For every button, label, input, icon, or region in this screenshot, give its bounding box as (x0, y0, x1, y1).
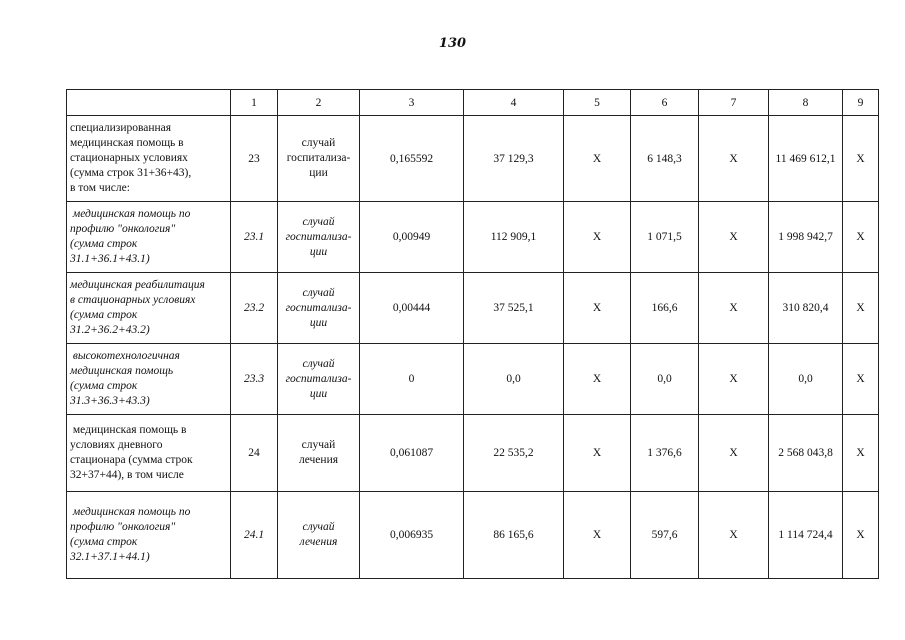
row-label-line: (сумма строк (70, 536, 138, 548)
value-cell-c7: Х (699, 273, 769, 344)
row-label-line: (сумма строк (70, 238, 138, 250)
unit-cell (278, 202, 360, 273)
row-number-cell: 23.3 (231, 344, 278, 415)
row-number-cell: 24.1 (231, 492, 278, 579)
value-cell-c5: Х (564, 116, 631, 202)
value-cell-c3: 0,00444 (360, 273, 464, 344)
row-label-line: 32+37+44), в том числе (70, 469, 184, 481)
value-cell-c9: Х (843, 202, 879, 273)
unit-line: ции (309, 387, 328, 400)
value-cell-c8: 1 114 724,4 (769, 492, 843, 579)
value-cell-c7: Х (699, 344, 769, 415)
row-label (67, 273, 231, 344)
value-cell-c7: Х (699, 415, 769, 492)
value-cell-c6: 166,6 (631, 273, 699, 344)
unit-line: случай (302, 286, 335, 299)
value-cell-c7: Х (699, 202, 769, 273)
row-label-line: медицинская помощь по (70, 208, 191, 220)
header-cell: 6 (631, 90, 699, 116)
value-cell-c4: 37 525,1 (464, 273, 564, 344)
unit-line: случай (302, 215, 335, 228)
row-label (67, 202, 231, 273)
table-row (67, 202, 879, 273)
unit-line: случай (302, 521, 335, 533)
row-label-line: медицинская помощь в (70, 137, 184, 149)
row-label-line: условиях дневного (70, 439, 163, 451)
value-cell-c6: 1 071,5 (631, 202, 699, 273)
unit-line: ции (309, 316, 328, 329)
value-cell-c8: 11 469 612,1 (769, 116, 843, 202)
value-cell-c8: 1 998 942,7 (769, 202, 843, 273)
unit-line: лечения (298, 454, 339, 466)
unit-line: лечения (299, 536, 338, 548)
unit-line: госпитализа- (286, 152, 351, 164)
value-cell-c8: 0,0 (769, 344, 843, 415)
row-label-line: 31.1+36.1+43.1) (70, 253, 150, 265)
value-cell-c6: 597,6 (631, 492, 699, 579)
value-cell-c3: 0,00949 (360, 202, 464, 273)
row-label (67, 492, 231, 579)
value-cell-c5: Х (564, 273, 631, 344)
value-cell-c9: Х (843, 492, 879, 579)
unit-line: ции (309, 167, 328, 179)
value-cell-c4: 37 129,3 (464, 116, 564, 202)
value-cell-c8: 2 568 043,8 (769, 415, 843, 492)
value-cell-c5: Х (564, 202, 631, 273)
page-number: 130 (438, 36, 467, 51)
row-label-line: в том числе: (70, 182, 130, 194)
table-row (67, 492, 879, 579)
row-label-line: 31.3+36.3+43.3) (70, 395, 150, 407)
header-cell: 4 (464, 90, 564, 116)
header-cell: 9 (843, 90, 879, 116)
unit-line: случай (302, 357, 335, 370)
row-number-cell: 23 (231, 116, 278, 202)
unit-cell (278, 273, 360, 344)
value-cell-c3: 0,061087 (360, 415, 464, 492)
row-label (67, 415, 231, 492)
row-label (67, 116, 231, 202)
header-cell: 2 (278, 90, 360, 116)
unit-cell (278, 415, 360, 492)
row-label-line: в стационарных условиях (70, 294, 196, 306)
header-cell-label (67, 90, 231, 116)
value-cell-c7: Х (699, 116, 769, 202)
unit-line: случай (301, 439, 336, 451)
value-cell-c4: 112 909,1 (464, 202, 564, 273)
row-label-line: специализированная (70, 122, 172, 134)
unit-cell (278, 492, 360, 579)
row-label-line: (сумма строк (70, 380, 138, 392)
row-label (67, 344, 231, 415)
row-label-line: 32.1+37.1+44.1) (70, 551, 150, 563)
unit-line: ции (309, 245, 328, 258)
value-cell-c4: 0,0 (464, 344, 564, 415)
row-number-cell: 23.1 (231, 202, 278, 273)
table-row (67, 273, 879, 344)
value-cell-c3: 0,006935 (360, 492, 464, 579)
row-label-line: стационара (сумма строк (70, 454, 193, 466)
header-row (67, 90, 879, 116)
header-cell: 7 (699, 90, 769, 116)
row-label-line: (сумма строк 31+36+43), (70, 167, 192, 179)
value-cell-c7: Х (699, 492, 769, 579)
table-row (67, 116, 879, 202)
row-label-line: высокотехнологичная (70, 350, 180, 362)
value-cell-c6: 0,0 (631, 344, 699, 415)
value-cell-c6: 6 148,3 (631, 116, 699, 202)
table-row (67, 415, 879, 492)
value-cell-c5: Х (564, 415, 631, 492)
header-cell: 3 (360, 90, 464, 116)
row-label-line: стационарных условиях (70, 152, 188, 164)
row-label-line: медицинская помощь (70, 365, 174, 377)
row-label-line: профилю "онкология" (70, 223, 176, 235)
unit-cell (278, 344, 360, 415)
value-cell-c4: 22 535,2 (464, 415, 564, 492)
row-label-line: медицинская помощь в (70, 424, 187, 436)
row-number-cell: 24 (231, 415, 278, 492)
value-cell-c5: Х (564, 344, 631, 415)
value-cell-c9: Х (843, 273, 879, 344)
row-label-line: профилю "онкология" (70, 521, 176, 533)
row-label-line: 31.2+36.2+43.2) (70, 324, 150, 336)
value-cell-c8: 310 820,4 (769, 273, 843, 344)
value-cell-c9: Х (843, 116, 879, 202)
value-cell-c6: 1 376,6 (631, 415, 699, 492)
value-cell-c5: Х (564, 492, 631, 579)
unit-line: госпитализа- (285, 372, 352, 385)
value-cell-c3: 0,165592 (360, 116, 464, 202)
header-cell: 8 (769, 90, 843, 116)
value-cell-c3: 0 (360, 344, 464, 415)
unit-line: госпитализа- (285, 301, 352, 314)
row-label-line: медицинская реабилитация (70, 279, 205, 291)
row-number-cell: 23.2 (231, 273, 278, 344)
table-row (67, 344, 879, 415)
unit-line: госпитализа- (285, 230, 352, 243)
row-label-line: (сумма строк (70, 309, 138, 321)
unit-cell (278, 116, 360, 202)
header-cell: 1 (231, 90, 278, 116)
data-table (66, 89, 879, 579)
value-cell-c4: 86 165,6 (464, 492, 564, 579)
value-cell-c9: Х (843, 415, 879, 492)
unit-line: случай (301, 137, 336, 149)
row-label-line: медицинская помощь по (70, 506, 191, 518)
value-cell-c9: Х (843, 344, 879, 415)
header-cell: 5 (564, 90, 631, 116)
